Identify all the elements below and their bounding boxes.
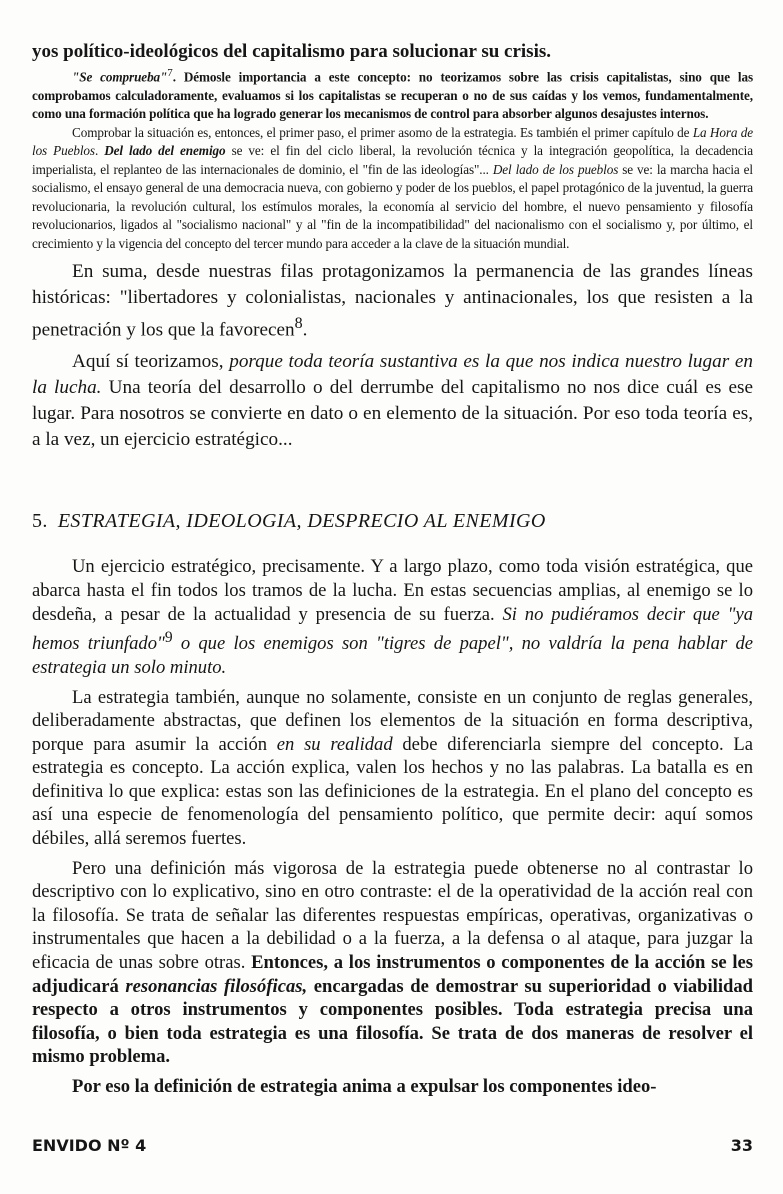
ejercicio-text: Un ejercicio estratégico, precisamente. Y a largo plazo, como toda visión estratégica, que abarca hasta el fin todos los tramos de la lucha. En estas secuencias amplias, al enemigo se lo desdeña, a pesar de la actualidad y presencia de su fuerza. <box>32 556 753 625</box>
paragraph-por-eso: Por eso la definición de estrategia anima a expulsar los componentes ideo- <box>72 1076 657 1098</box>
en-suma-end: . <box>302 319 308 341</box>
se-comprueba-text: . Démosle importancia a este concepto: no teorizamos sobre las crisis capitalistas, sino que las comprobamos calculadoramente, evaluamos si los capitalistas se recuperan o no de sus caídas y los vemos, fundamentalmente, como una formación política que ha logrado generar los mecanismos de control para absorber algunos desajustes internos. <box>32 69 753 122</box>
paragraph-definicion-vigorosa <box>32 857 753 1069</box>
footnote-ref-9: 9 <box>164 629 173 647</box>
page-footer <box>32 1136 753 1155</box>
teorizamos-italic: porque toda teoría sustantiva es la que nos indica nuestro lugar en la lucha. <box>32 351 753 398</box>
teorizamos-text-b: Una teoría del desarrollo o del derrumbe del capitalismo no nos dice cuál es ese lugar. Para nosotros se convierte en dato o en elemento de la situación. Por eso toda teoría es, a la vez, un ejercicio estratégico... <box>32 376 753 450</box>
enemy-side-label: Del lado del enemigo <box>104 143 226 159</box>
teorizamos-text-a: Aquí sí teorizamos, <box>72 351 230 373</box>
page-number: 33 <box>730 1136 753 1155</box>
vigorosa-text-a: Pero una definición más vigorosa de la estrategia puede obtenerse no al contrastar lo descriptivo con lo explicativo, sino en otro contraste: el de la operatividad de la acción real con la filosofía. Se trata de señalar las diferentes respuestas empíricas, operativas, organizativas o instrumentales que hacen a la debilidad o a la fuerza, a la defensa o al ataque, para juzgar la eficacia de unas sobre otras. <box>32 857 753 974</box>
comprobar-text-a: Comprobar la situación es, entonces, el primer paso, el primer asomo de la estrategia. Es también el primer capítulo de <box>72 124 693 140</box>
paragraph-teorizamos <box>32 349 753 452</box>
ejercicio-italic-1: Si no pudiéramos decir que "ya hemos triunfado" <box>32 603 753 655</box>
book-title: La Hora de los Pueblos <box>32 124 753 159</box>
paragraph-comprobar-situacion <box>32 124 753 254</box>
comprobar-text-c: se ve: el fin del ciclo liberal, la revolución técnica y la integración geopolítica, la decadencia imperialista, el replanteo de las internacionales de dominio, el "fin de las ideologías"... <box>32 143 753 177</box>
people-side-label: Del lado de los pueblos <box>492 161 619 177</box>
estrategia-italic: en su realidad <box>276 733 393 755</box>
continuation-line: yos político-ideológicos del capitalismo para solucionar su crisis. <box>32 41 551 62</box>
en-suma-text: En suma, desde nuestras filas protagonizamos la permanencia de las grandes líneas históricas: "libertadores y colonialistas, nacionales y antinacionales, los que resisten a la penetración y los que la favorecen <box>32 261 753 341</box>
section-number: 5. <box>32 510 48 533</box>
section-title: ESTRATEGIA, IDEOLOGIA, DESPRECIO AL ENEMIGO <box>57 510 546 533</box>
footnote-ref-8: 8 <box>294 314 303 332</box>
comprobar-text-b: . <box>94 143 105 159</box>
footnote-ref-7: 7 <box>167 67 173 79</box>
paragraph-se-comprueba <box>32 64 753 124</box>
comprobar-text-d: se ve: la marcha hacia el socialismo, el ensayo general de una democracia nueva, con gobierno y poder de los pueblos, el papel protagónico de la juventud, la guerra revolucionaria, la revolución cultural, los estímulos morales, la economía al servicio del hombre, el nuevo pensamiento y filosofía revolucionarios, ligados al "socialismo nacional" y al "fin de la incompatibilidad" del nacionalismo con el socialismo y, por último, el crecimiento y la vigencia del concepto del tercer mundo para acceder a la clave de la situación mundial. <box>32 161 753 251</box>
vigorosa-bold-italic: resonancias filosóficas, <box>125 975 308 997</box>
section-heading <box>32 510 753 533</box>
vigorosa-bold-b: encargadas de demostrar su superioridad o viabilidad respecto a otros instrumentos y componentes posibles. Toda estrategia precisa una filosofía, o bien toda estrategia es una filosofía. Se trata de dos maneras de resolver el mismo problema. <box>32 975 753 1068</box>
ejercicio-italic-2: o que los enemigos son "tigres de papel", no valdría la pena hablar de estrategia un solo minuto. <box>32 633 753 678</box>
paragraph-estrategia-tambien <box>32 686 753 851</box>
se-comprueba-lead: "Se comprueba" <box>72 69 168 85</box>
paragraph-ejercicio-estrategico <box>32 555 753 679</box>
estrategia-text-b: debe diferenciarla siempre del concepto. La estrategia es concepto. La acción explica, valen los hechos y no las palabras. La batalla es en definitiva lo que explica: estas son las definiciones de la estrategia. En el plano del concepto es así una especie de fenomenología del pensamiento político, que permite decir: aquí somos débiles, allá seremos fuertes. <box>32 733 753 850</box>
vigorosa-bold-a: Entonces, a los instrumentos o componentes de la acción se les adjudicará <box>32 952 753 997</box>
journal-name: ENVIDO Nº 4 <box>32 1136 147 1155</box>
paragraph-en-suma <box>32 259 753 343</box>
estrategia-text-a: La estrategia también, aunque no solamente, consiste en un conjunto de reglas generales, deliberadamente abstractas, que definen los elementos de la situación en forma descriptiva, porque para asumir la acción <box>32 686 753 755</box>
